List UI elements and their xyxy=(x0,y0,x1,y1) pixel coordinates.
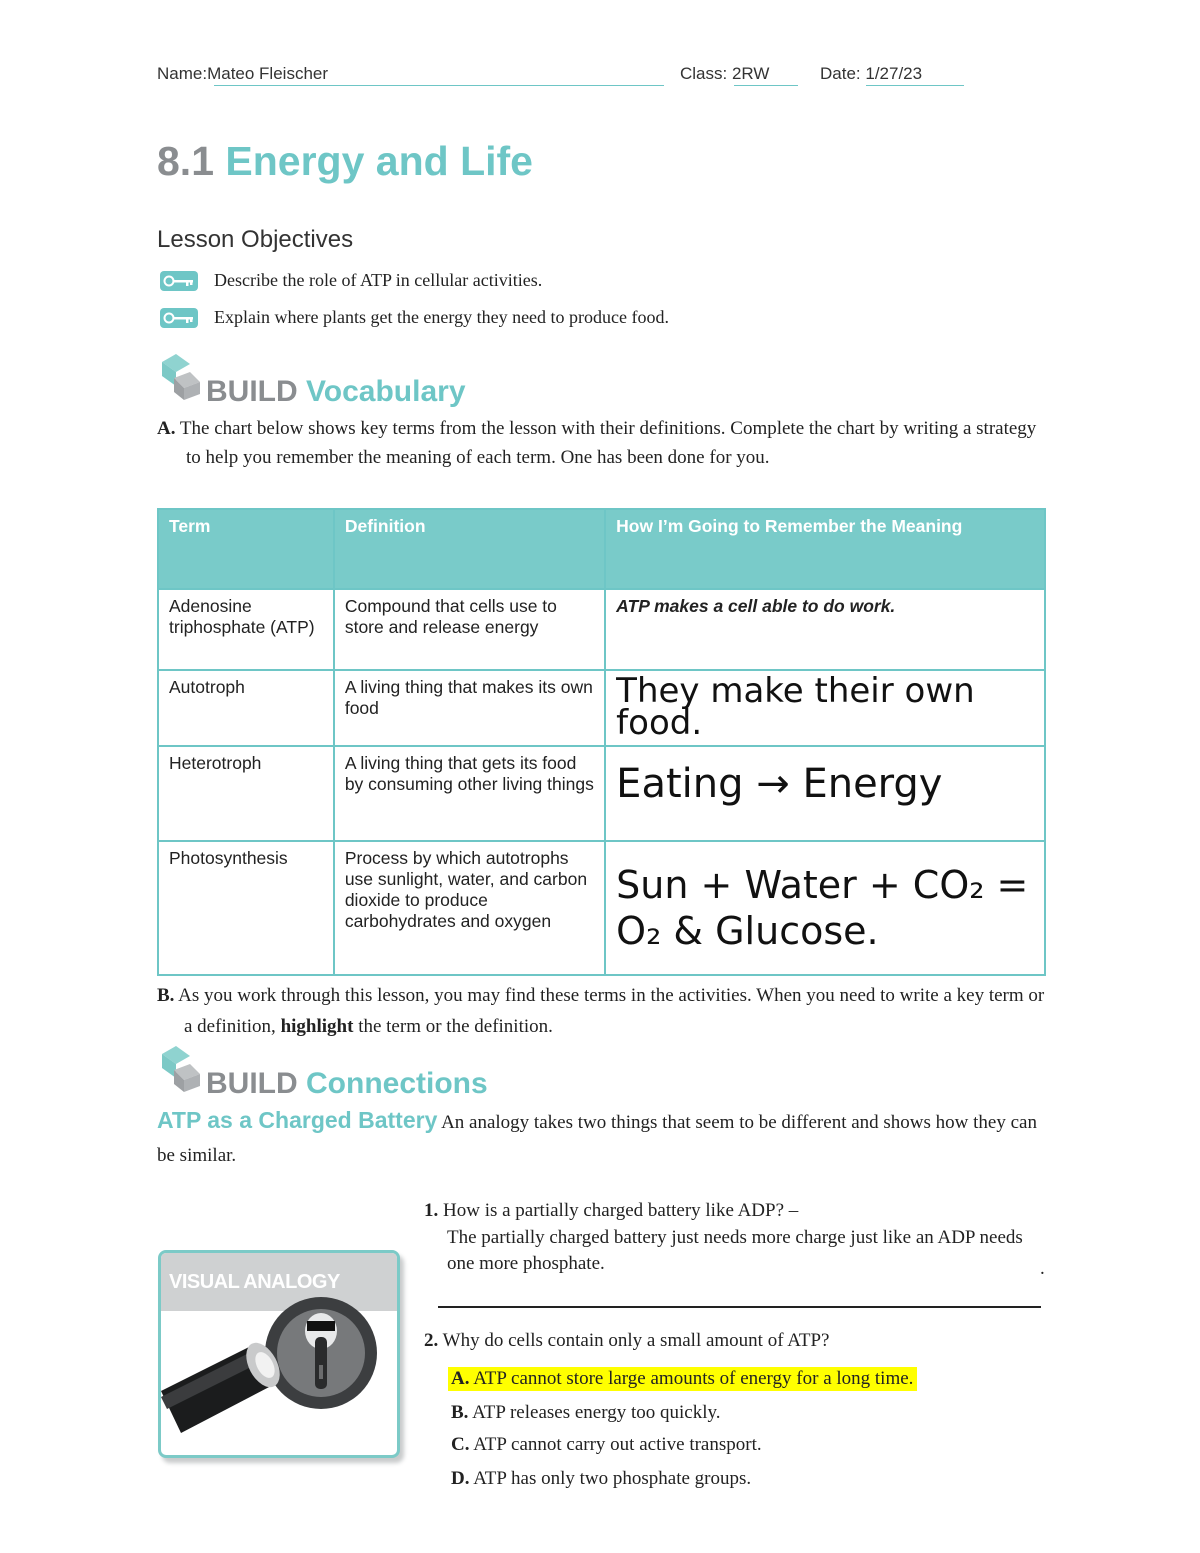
build-connections-heading: BUILD Connections xyxy=(206,1067,488,1100)
class-label: Class: xyxy=(680,64,728,83)
visual-analogy-image xyxy=(158,1250,400,1458)
key-icon xyxy=(160,308,198,328)
choice-d[interactable]: D. ATP has only two phosphate groups. xyxy=(451,1468,752,1489)
instruction-b: B. As you work through this lesson, you may find these terms in the activities. When you need to write a key term or a definition, highlight the term or the definition. xyxy=(157,985,1045,1037)
remember-cell-handwritten[interactable]: Sun + Water + CO₂ = O₂ & Glucose. xyxy=(605,841,1045,975)
class-underline xyxy=(734,85,798,86)
q1-text: How is a partially charged battery like ADP? – xyxy=(443,1200,799,1221)
objective-item xyxy=(160,307,669,328)
remember-cell-handwritten[interactable]: Eating → Energy xyxy=(605,746,1045,841)
objective-item xyxy=(160,270,542,291)
name-value[interactable]: Mateo Fleischer xyxy=(207,64,329,83)
title-number: 8.1 xyxy=(157,138,214,184)
page-title xyxy=(157,138,533,185)
vocab-table xyxy=(157,508,1046,976)
q1-dot: . xyxy=(1040,1258,1045,1279)
date-label: Date: xyxy=(820,64,861,83)
definition-cell: A living thing that makes its own food xyxy=(334,670,605,746)
q2-text: Why do cells contain only a small amount of ATP? xyxy=(442,1330,830,1351)
class-value[interactable]: 2RW xyxy=(731,64,770,83)
definition-cell: Process by which autotrophs use sunlight, water, and carbon dioxide to produce carbohydrates and oxygen xyxy=(334,841,605,975)
term-cell: Photosynthesis xyxy=(158,841,334,975)
date-underline xyxy=(866,85,964,86)
name-underline xyxy=(214,85,664,86)
connections-intro xyxy=(157,1104,1047,1172)
battery-icon xyxy=(161,1281,397,1455)
build-vocab-heading: BUILD Vocabulary xyxy=(206,375,466,408)
answer-line xyxy=(438,1306,1041,1308)
question-1 xyxy=(424,1200,798,1222)
date-field xyxy=(820,64,922,84)
build-cube-icon xyxy=(156,1044,206,1094)
instruction-a-text: The chart below shows key terms from the lesson with their definitions. Complete the chart by writing a strategy to help you remember the meaning of each term. One has been done for you. xyxy=(179,418,1037,468)
date-value[interactable]: 1/27/23 xyxy=(865,64,923,83)
highlight-word: highlight xyxy=(280,1016,354,1037)
objectives-heading: Lesson Objectives xyxy=(157,226,354,253)
visual-analogy-label: VISUAL ANALOGY xyxy=(169,1271,340,1293)
key-icon xyxy=(160,271,198,291)
definition-cell: Compound that cells use to store and release energy xyxy=(334,589,605,670)
name-label: Name: xyxy=(157,64,208,83)
q1-number: 1. xyxy=(424,1200,439,1221)
remember-cell-handwritten[interactable]: They make their own food. xyxy=(605,670,1045,746)
choice-c[interactable]: C. ATP cannot carry out active transport. xyxy=(451,1434,762,1455)
table-row xyxy=(158,841,1045,975)
choice-b[interactable]: B. ATP releases energy too quickly. xyxy=(451,1402,721,1423)
analogy-subhead: ATP as a Charged Battery xyxy=(157,1107,438,1133)
title-text: Energy and Life xyxy=(225,138,533,184)
instruction-a-label: A. xyxy=(157,418,176,439)
objective-text: Explain where plants get the energy they need to produce food. xyxy=(214,307,670,327)
col-header-definition: Definition xyxy=(334,509,605,589)
col-header-remember: How I’m Going to Remember the Meaning xyxy=(605,509,1045,589)
col-header-term: Term xyxy=(158,509,334,589)
table-header-row xyxy=(158,509,1045,589)
term-cell: Autotroph xyxy=(158,670,334,746)
objective-text: Describe the role of ATP in cellular activities. xyxy=(214,270,543,290)
name-field xyxy=(157,64,328,84)
table-row xyxy=(158,746,1045,841)
instruction-b-label: B. xyxy=(157,985,175,1006)
class-field xyxy=(680,64,769,84)
build-cube-icon xyxy=(156,352,206,402)
instruction-a xyxy=(157,414,1047,472)
choice-a[interactable]: A. ATP cannot store large amounts of energy for a long time. xyxy=(448,1367,917,1391)
analogy-intro-text: An analogy takes two things that seem to be different and shows how they can be similar. xyxy=(157,1112,1037,1166)
question-2 xyxy=(424,1330,829,1352)
q1-answer[interactable]: The partially charged battery just needs more charge just like an ADP needs one more phosphate. xyxy=(447,1227,1023,1274)
definition-cell: A living thing that gets its food by consuming other living things xyxy=(334,746,605,841)
q2-number: 2. xyxy=(424,1330,439,1351)
term-cell: Adenosine triphosphate (ATP) xyxy=(158,589,334,670)
remember-cell[interactable]: ATP makes a cell able to do work. xyxy=(605,589,1045,670)
term-cell: Heterotroph xyxy=(158,746,334,841)
table-row xyxy=(158,670,1045,746)
table-row xyxy=(158,589,1045,670)
